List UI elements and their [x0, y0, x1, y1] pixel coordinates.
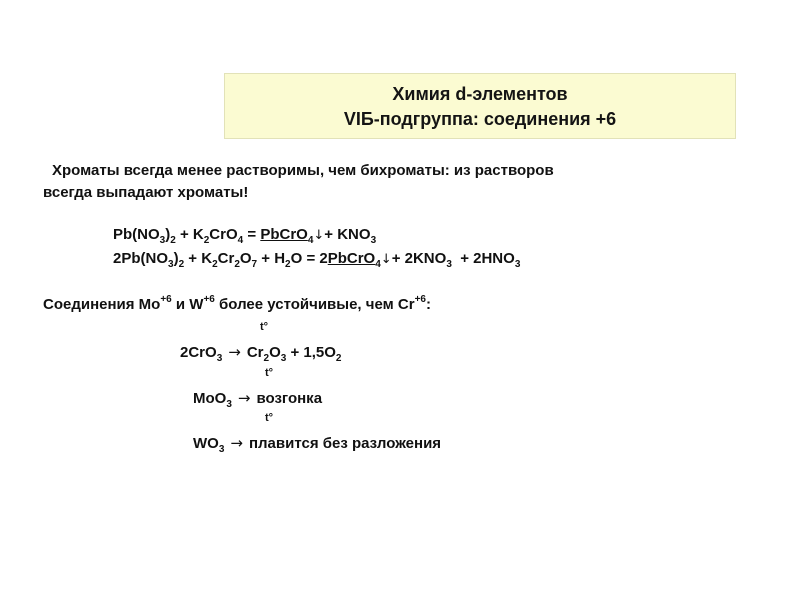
- title-box: [224, 73, 736, 139]
- precipitate-formula: PbCrO$_4$: [327, 250, 381, 270]
- reaction-arrow: →: [237, 389, 251, 407]
- reaction-cro3: $2CrO_3 \to Cr_2O_3 + 1,5O_2$: [180, 343, 342, 364]
- temperature-label: t°: [265, 412, 274, 424]
- equation-2: $2Pb(NO_3)_2 + K_2Cr_2O_7 + H_2O$ = 2PbCrO$_4$↓+ $2KNO_3 + 2HNO_3$: [113, 250, 521, 270]
- precipitate-arrow: ↓: [313, 228, 325, 243]
- reaction-wo3: $WO_3$ → плавится без разложения: [193, 434, 442, 455]
- temperature-label: t°: [260, 321, 269, 333]
- paragraph-line-1: Хроматы всегда менее растворимы, чем бихроматы: из растворов: [52, 162, 554, 179]
- reaction-arrow: →: [230, 434, 243, 452]
- temperature-label: t°: [265, 367, 274, 379]
- mo-w-statement: Соединения $Mo^{+6}$ и $W^{+6}$ более устойчивые, чем $Cr^{+6}$:: [43, 294, 431, 313]
- paragraph-line-2: всегда выпадают хроматы!: [43, 184, 249, 201]
- precipitate-formula: PbCrO$_4$: [260, 226, 314, 246]
- reaction-moo3: MoO$_3$ → возгонка: [193, 389, 323, 410]
- slide-title-line-1: Химия d-элементов: [392, 84, 568, 104]
- slide-title-line-2: VIБ-подгруппа: соединения +6: [343, 109, 617, 129]
- reaction-arrow: →: [228, 343, 241, 361]
- precipitate-arrow: ↓: [380, 252, 392, 267]
- equation-1: $Pb(NO_3)_2 + K_2CrO_4$ = PbCrO$_4$↓+ $KNO_3$: [113, 226, 377, 246]
